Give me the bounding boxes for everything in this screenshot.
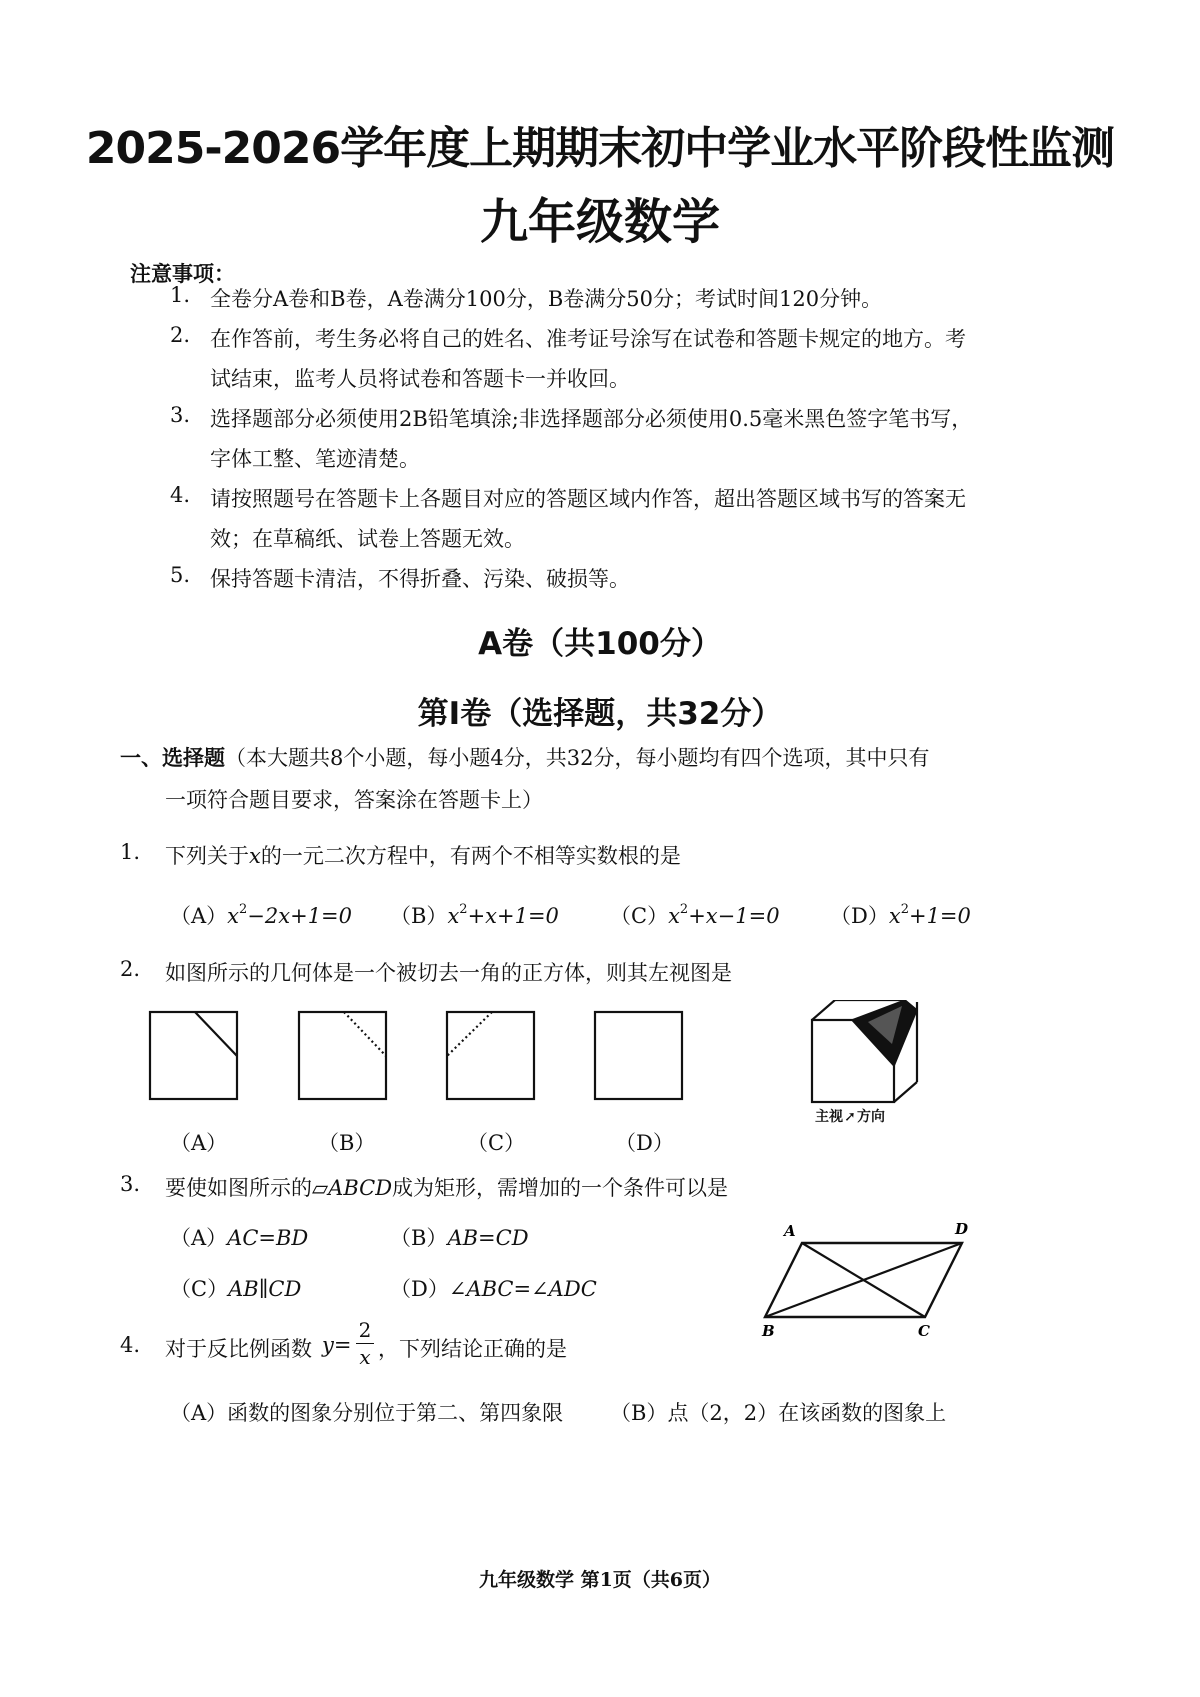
cut-cube-figure xyxy=(812,1000,917,1102)
option-math: AC=BD xyxy=(227,1226,309,1250)
option-c-figure xyxy=(447,1012,534,1099)
part1-intro xyxy=(120,742,929,772)
option-label-a: （A） xyxy=(170,1131,228,1155)
option-a xyxy=(170,1222,308,1252)
notice-item-text: 保持答题卡清洁，不得折叠、污染、破损等。 xyxy=(210,567,630,591)
question-stem: 如图所示的几何体是一个被切去一角的正方体，则其左视图是 xyxy=(165,961,732,985)
fraction-bar xyxy=(356,1343,374,1344)
option-math: x xyxy=(447,904,460,928)
option-math: +1=0 xyxy=(908,904,971,928)
section-1-heading: 第Ⅰ卷（选择题，共32分） xyxy=(417,696,783,732)
option-math: AB∥CD xyxy=(228,1277,302,1301)
option-label: （A） xyxy=(170,904,228,928)
option-c xyxy=(610,900,780,930)
option-d xyxy=(830,900,971,930)
part1-description-line2: 一项符合题目要求，答案涂在答题卡上） xyxy=(165,788,543,812)
option-a xyxy=(170,1397,563,1427)
part1-description: （本大题共8个小题，每小题4分，共32分，每小题均有四个选项，其中只有 xyxy=(225,746,930,770)
vertex-c-label: C xyxy=(918,1322,930,1340)
parallelogram-label: ▱ABCD xyxy=(312,1176,393,1200)
question-stem xyxy=(165,840,681,870)
option-c xyxy=(170,1273,301,1303)
option-a xyxy=(170,900,352,930)
option-math: x xyxy=(227,904,240,928)
option-label: （B） xyxy=(390,904,448,928)
stem-text: ，下列结论正确的是 xyxy=(378,1337,567,1361)
vertex-b-label: B xyxy=(762,1322,775,1340)
fraction-numerator: 2 xyxy=(358,1318,372,1342)
option-math: x xyxy=(668,904,680,928)
vertex-d-label: D xyxy=(955,1220,969,1238)
option-d-figure xyxy=(595,1012,682,1099)
notice-item-text: 字体工整、笔迹清楚。 xyxy=(210,447,420,471)
option-label: （C） xyxy=(170,1277,229,1301)
stem-text: 下列关于 xyxy=(165,844,249,868)
option-math: AB=CD xyxy=(447,1226,529,1250)
option-d xyxy=(390,1273,597,1303)
option-b-figure xyxy=(299,1012,386,1099)
option-exponent: 2 xyxy=(239,902,248,917)
option-label: （C） xyxy=(610,904,669,928)
view-label: 方向 xyxy=(857,1109,885,1125)
option-math: +x+1=0 xyxy=(467,904,559,928)
notice-item-number: 1. xyxy=(170,283,191,307)
stem-text: 的一元二次方程中，有两个不相等实数根的是 xyxy=(260,844,681,868)
notice-item-number: 4. xyxy=(170,483,191,507)
option-label: （D） xyxy=(830,904,889,928)
option-exponent: 2 xyxy=(679,902,689,917)
notice-item-text: 请按照题号在答题卡上各题目对应的答题区域内作答，超出答题区域书写的答案无 xyxy=(210,487,966,511)
function-lhs: y= xyxy=(322,1333,352,1357)
question-stem xyxy=(165,1172,728,1202)
option-label: （D） xyxy=(390,1277,449,1301)
view-label: 主视 xyxy=(815,1109,843,1125)
question-number: 2. xyxy=(120,957,141,981)
section-a-heading: A卷（共100分） xyxy=(478,626,722,662)
parallelogram-figure xyxy=(750,1210,990,1340)
part1-heading: 一、选择题 xyxy=(120,746,225,770)
option-text: 函数的图象分别位于第二、第四象限 xyxy=(227,1401,564,1425)
stem-text: 要使如图所示的 xyxy=(165,1176,312,1200)
option-b xyxy=(390,1222,529,1252)
option-math: −2x+1=0 xyxy=(247,904,353,928)
notice-heading: 注意事项： xyxy=(130,262,235,286)
option-label: （A） xyxy=(170,1226,228,1250)
option-b xyxy=(390,900,559,930)
option-math: ∠ABC=∠ADC xyxy=(448,1277,597,1301)
option-label: （B） xyxy=(390,1226,448,1250)
fraction xyxy=(356,1318,374,1369)
arrow-icon: ➚ xyxy=(844,1109,856,1125)
question-number: 4. xyxy=(120,1333,141,1357)
q2-figures xyxy=(140,1000,980,1160)
fraction-denominator: x xyxy=(359,1345,371,1369)
notice-item-number: 5. xyxy=(170,563,191,587)
option-text: 点（2，2）在该函数的图象上 xyxy=(667,1401,947,1425)
stem-text: 对于反比例函数 xyxy=(165,1337,312,1361)
option-label-b: （B） xyxy=(318,1131,376,1155)
notice-item-text: 试结束，监考人员将试卷和答题卡一并收回。 xyxy=(210,367,630,391)
exam-subject: 九年级数学 xyxy=(479,194,720,250)
option-math: x xyxy=(888,904,901,928)
question-number: 3. xyxy=(120,1172,141,1196)
question-stem xyxy=(165,1333,312,1363)
option-label: （B） xyxy=(610,1401,668,1425)
notice-item-number: 3. xyxy=(170,403,191,427)
notice-item-text: 效；在草稿纸、试卷上答题无效。 xyxy=(210,527,525,551)
option-label-d: （D） xyxy=(615,1131,674,1155)
option-b xyxy=(610,1397,946,1427)
notice-item-number: 2. xyxy=(170,323,191,347)
stem-text: 成为矩形，需增加的一个条件可以是 xyxy=(392,1176,729,1200)
option-label: （A） xyxy=(170,1401,228,1425)
notice-item-text: 选择题部分必须使用2B铅笔填涂;非选择题部分必须使用0.5毫米黑色签字笔书写， xyxy=(210,407,973,431)
option-math: +x−1=0 xyxy=(688,904,780,928)
option-exponent: 2 xyxy=(459,902,468,917)
notice-item-text: 在作答前，考生务必将自己的姓名、准考证号涂写在试卷和答题卡规定的地方。考 xyxy=(210,327,966,351)
option-exponent: 2 xyxy=(900,902,909,917)
notice-item-text: 全卷分A卷和B卷，A卷满分100分，B卷满分50分；考试时间120分钟。 xyxy=(210,287,883,311)
option-a-figure xyxy=(150,1012,237,1099)
view-direction-label xyxy=(815,1106,885,1126)
variable-x: x xyxy=(249,844,261,868)
vertex-a-label: A xyxy=(784,1222,796,1240)
question-number: 1. xyxy=(120,840,141,864)
exam-title: 2025-2026学年度上期期末初中学业水平阶段性监测 xyxy=(85,123,1115,174)
page-footer: 九年级数学 第1页（共6页） xyxy=(478,1569,722,1591)
option-label-c: （C） xyxy=(467,1131,526,1155)
